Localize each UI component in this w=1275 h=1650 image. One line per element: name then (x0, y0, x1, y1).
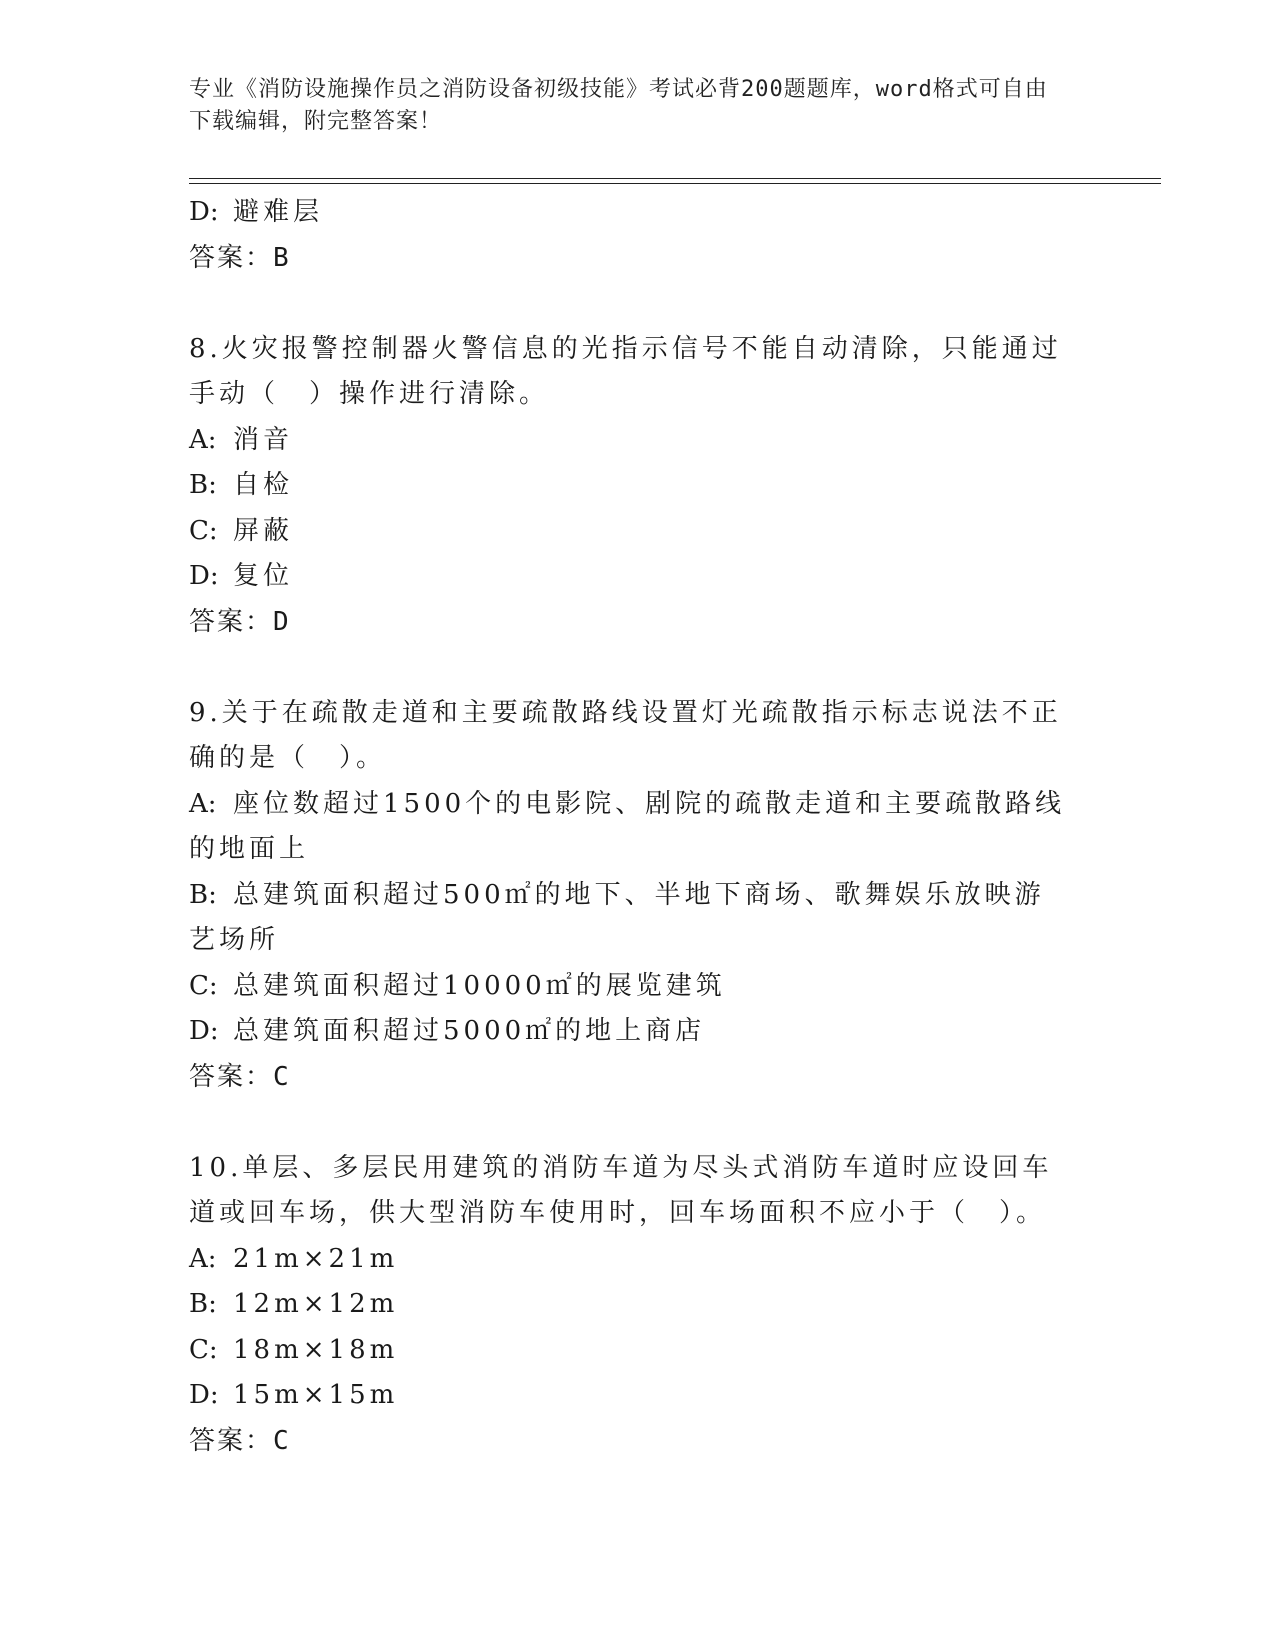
answer-line: 答案：C (189, 1061, 291, 1092)
option-c (189, 1328, 1089, 1374)
option-prefix: B: (189, 879, 217, 910)
spacer (189, 1100, 1089, 1146)
option-b (189, 463, 1089, 509)
answer-line: 答案：B (189, 242, 291, 273)
option-prefix: C: (189, 1334, 218, 1365)
option-text: 总建筑面积超过10000㎡的展览建筑 (233, 970, 726, 1001)
option-text: 15m×15m (233, 1380, 399, 1410)
option-d (189, 190, 1089, 236)
document-header: 专业《消防设施操作员之消防设备初级技能》考试必背200题题库，word格式可自由下载编辑，附完整答案！ (189, 77, 1048, 134)
question-stem: 9.关于在疏散走道和主要疏散路线设置灯光疏散指示标志说法不正确的是（ ）。 (189, 697, 1062, 773)
option-text: 21m×21m (233, 1243, 399, 1274)
option-prefix: D: (189, 1016, 219, 1046)
option-prefix: D: (189, 197, 219, 227)
option-text: 避难层 (233, 197, 324, 227)
option-text: 屏蔽 (233, 515, 294, 546)
option-prefix: A: (189, 424, 217, 455)
option-prefix: C: (189, 515, 218, 546)
option-b (189, 873, 1069, 964)
spacer (189, 281, 1089, 327)
header-rule-top (189, 178, 1161, 179)
option-a (189, 1237, 1089, 1283)
option-a (189, 418, 1089, 464)
option-d (189, 1373, 1089, 1419)
option-text: 自检 (233, 470, 294, 500)
option-prefix: B: (189, 470, 217, 500)
option-prefix: B: (189, 1289, 217, 1319)
option-prefix: D: (189, 1380, 219, 1410)
option-text: 总建筑面积超过5000㎡的地上商店 (233, 1016, 706, 1046)
option-text: 12m×12m (233, 1289, 399, 1319)
option-text: 消音 (233, 424, 294, 455)
document-body (189, 190, 1089, 1464)
question-stem: 10.单层、多层民用建筑的消防车道为尽头式消防车道时应设回车道或回车场，供大型消防车使用时，回车场面积不应小于（ ）。 (189, 1152, 1053, 1228)
question-stem: 8.火灾报警控制器火警信息的光指示信号不能自动清除，只能通过手动（ ）操作进行清除。 (189, 333, 1062, 409)
option-text: 座位数超过1500个的电影院、剧院的疏散走道和主要疏散路线的地面上 (189, 788, 1066, 864)
header-rule-bottom (189, 183, 1161, 184)
option-prefix: A: (189, 788, 217, 819)
option-text: 复位 (233, 561, 294, 591)
option-c (189, 509, 1089, 555)
option-d (189, 1009, 1089, 1055)
option-d (189, 554, 1089, 600)
option-c (189, 964, 1089, 1010)
option-b (189, 1282, 1089, 1328)
option-prefix: C: (189, 970, 218, 1001)
option-a (189, 782, 1069, 873)
option-text: 18m×18m (233, 1334, 399, 1365)
option-prefix: D: (189, 561, 219, 591)
spacer (189, 645, 1089, 691)
answer-line: 答案：C (189, 1425, 291, 1456)
answer-line: 答案：D (189, 606, 291, 637)
option-text: 总建筑面积超过500㎡的地下、半地下商场、歌舞娱乐放映游艺场所 (189, 879, 1045, 955)
option-prefix: A: (189, 1243, 217, 1274)
